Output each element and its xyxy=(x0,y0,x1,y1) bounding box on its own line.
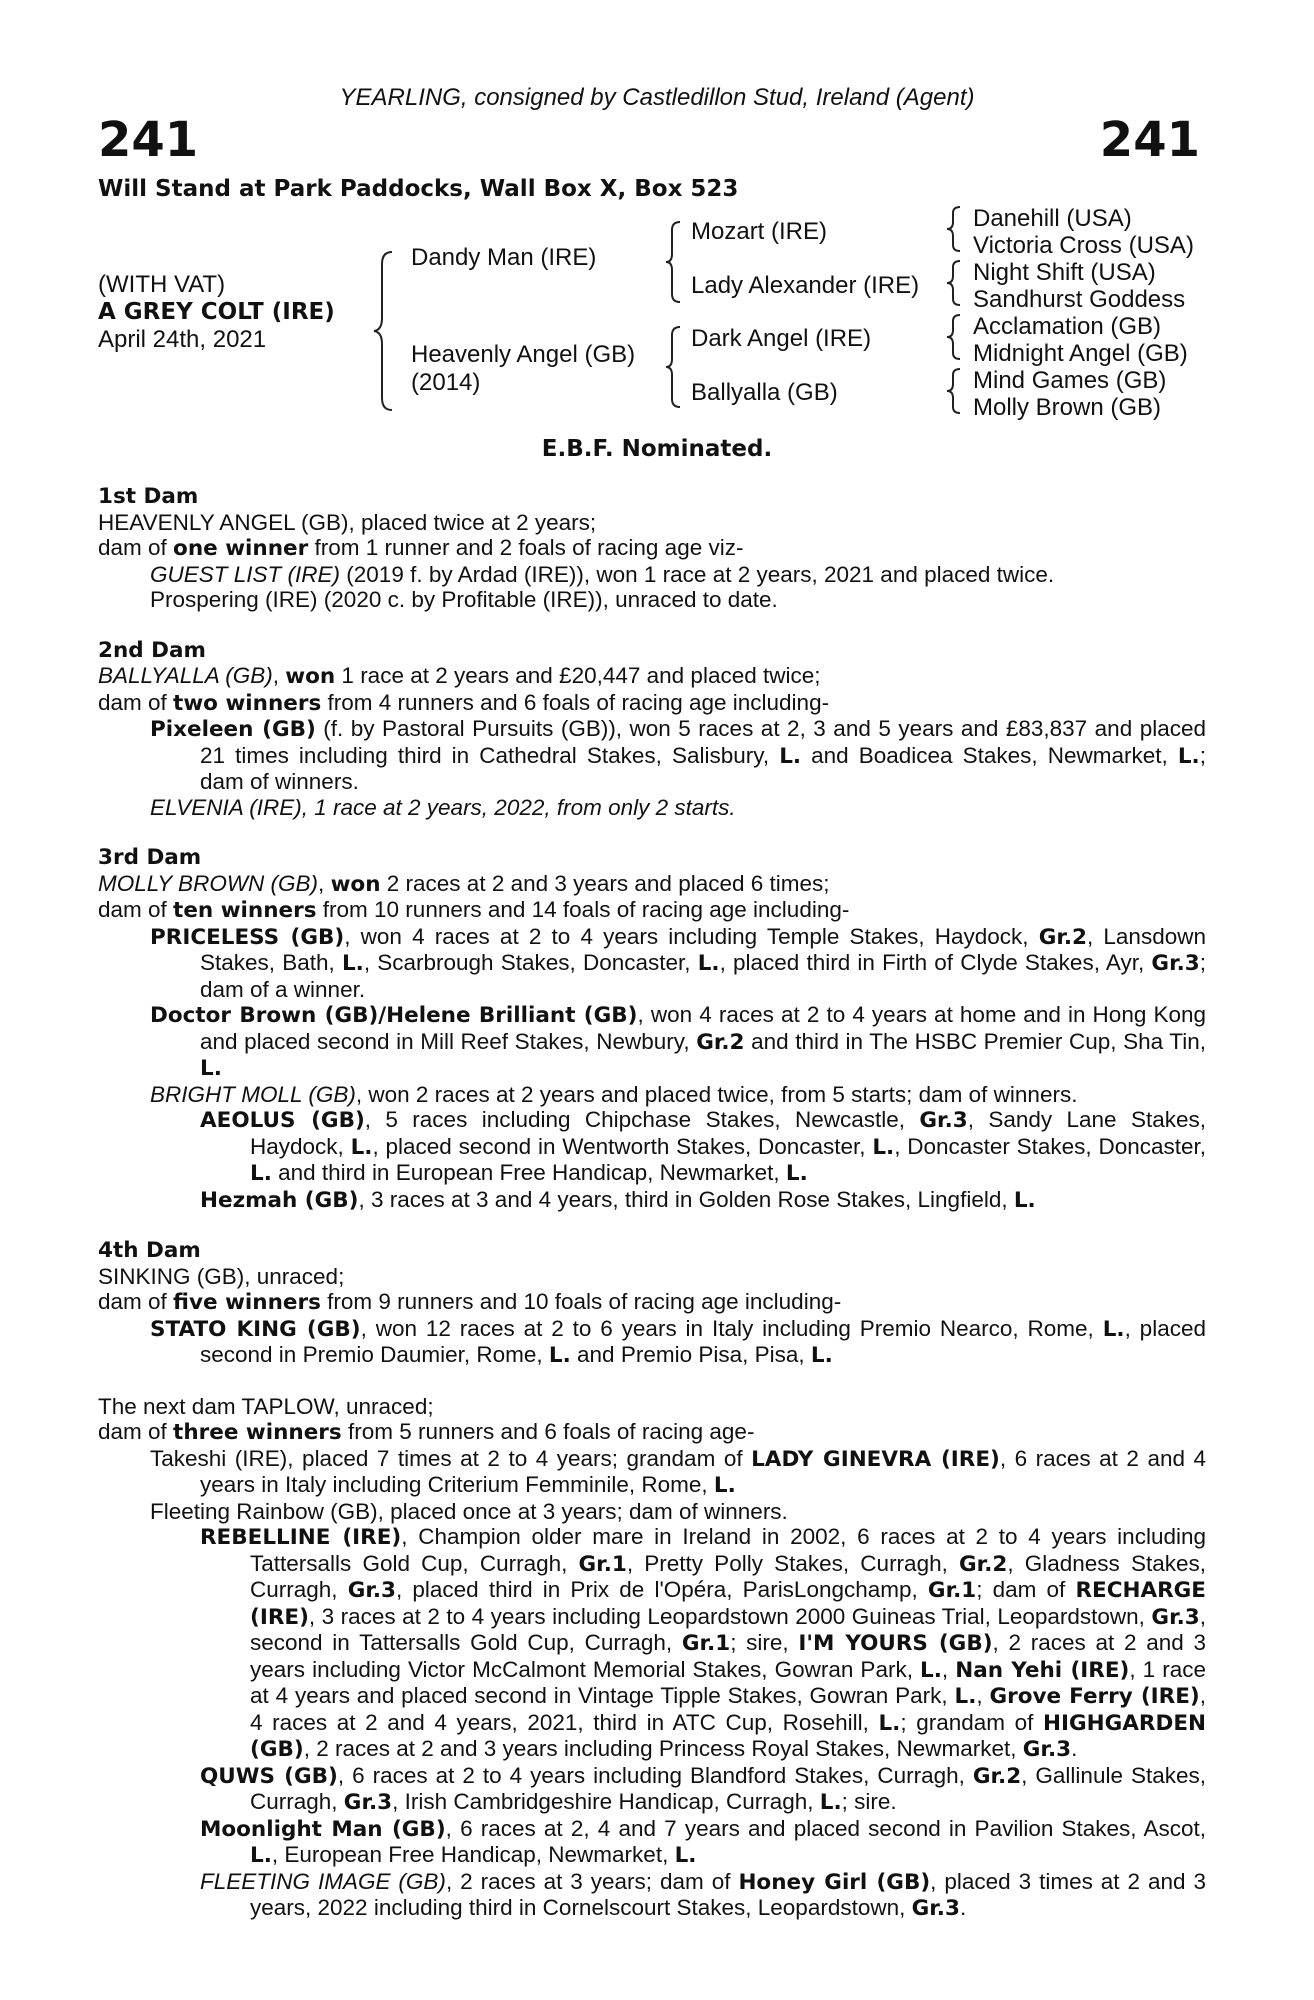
pedigree-entry xyxy=(98,1419,1206,1446)
text-run: , Irish Cambridgeshire Handicap, Curragh, xyxy=(392,1789,820,1814)
bold-text: I'M YOURS (GB) xyxy=(798,1631,993,1656)
text-run: The next dam TAPLOW, unraced; xyxy=(98,1393,434,1419)
text-run: , placed second in Premio Daumier, Rome, xyxy=(200,1315,1206,1367)
bold-text: Gr.3 xyxy=(1151,1604,1200,1630)
bold-text: Doctor Brown (GB)/Helene Brilliant (GB) xyxy=(150,1003,638,1028)
text-run: , 4 races at 2 and 4 years, 2021, third in ATC Cup, Rosehill, xyxy=(250,1683,1206,1735)
text-run: from 4 runners and 6 foals of racing age including- xyxy=(321,689,830,715)
pedigree-entry xyxy=(98,1816,1206,1869)
bold-text: L. xyxy=(872,1134,895,1160)
text-run: 1 race at 2 years and £20,447 and placed twice; xyxy=(335,663,821,688)
bold-text: QUWS (GB) xyxy=(200,1763,338,1789)
bold-text: one winner xyxy=(173,536,309,561)
text-run: , Pretty Polly Stakes, Curragh, xyxy=(626,1550,960,1576)
bold-text: REBELLINE (IRE) xyxy=(200,1525,402,1550)
text-run: ; dam of a winner. xyxy=(200,950,1206,1002)
text-run: from 9 runners and 10 foals of racing age including- xyxy=(320,1289,842,1314)
bold-text: L. xyxy=(779,743,802,769)
pedigree-entry xyxy=(98,871,1206,898)
dam-dam: Ballyalla (GB) xyxy=(691,379,838,406)
bold-text: Gr.2 xyxy=(972,1763,1022,1789)
bold-text: Gr.3 xyxy=(919,1108,968,1133)
text-run: ; sire, xyxy=(730,1630,799,1655)
dam: Heavenly Angel (GB) xyxy=(411,341,636,368)
text-run: , Doncaster Stakes, Doncaster, xyxy=(894,1133,1206,1159)
text-run: dam of xyxy=(98,535,174,560)
text-run: , Scarbrough Stakes, Doncaster, xyxy=(363,950,698,975)
text-run: , Lansdown Stakes, Bath, xyxy=(200,923,1206,975)
dam-sire: Dark Angel (IRE) xyxy=(691,325,872,352)
bold-text: Gr.2 xyxy=(959,1551,1008,1577)
bold-text: Gr.1 xyxy=(578,1551,627,1577)
text-run: ; dam of xyxy=(976,1577,1076,1602)
section-title: 2nd Dam xyxy=(98,637,206,663)
text-run: ; grandam of xyxy=(900,1709,1043,1735)
text-run: , won 2 races at 2 years and placed twice, from 5 starts; dam of winners. xyxy=(355,1081,1078,1107)
bold-text: L. xyxy=(250,1161,272,1186)
text-run: dam of xyxy=(98,689,174,715)
bold-text: Gr.2 xyxy=(696,1029,745,1055)
pedigree-entry xyxy=(98,1289,1206,1316)
pedigree-entry xyxy=(98,663,1206,690)
gen3-5: Acclamation (GB) xyxy=(973,313,1162,340)
text-run: , 2 races at 2 and 3 years including Princess Royal Stakes, Newmarket, xyxy=(303,1736,1023,1761)
text-run: 2 races at 2 and 3 years and placed 6 times; xyxy=(380,870,830,896)
bold-text: STATO KING (GB) xyxy=(150,1316,361,1342)
italic-text: ELVENIA (IRE) xyxy=(150,794,302,820)
bold-text: Gr.3 xyxy=(1151,951,1200,976)
text-run: , xyxy=(941,1656,956,1682)
text-run: , 6 races at 2, 4 and 7 years and placed second in Pavilion Stakes, Ascot, xyxy=(445,1815,1206,1841)
section-title: 4th Dam xyxy=(98,1238,201,1263)
bold-text: PRICELESS (GB) xyxy=(150,924,345,950)
dam-section xyxy=(98,638,1206,821)
text-run: from 1 runner and 2 foals of racing age viz- xyxy=(308,535,744,560)
text-run: , won 4 races at 2 to 4 years at home and in Hong Kong and placed second in Mill Reef Stakes, Newbury, xyxy=(200,1002,1206,1054)
pedigree-entry xyxy=(98,1264,1206,1290)
dam-section xyxy=(98,845,1206,1213)
italic-text: , 1 race at 2 years, 2022, from only 2 starts. xyxy=(301,794,736,820)
text-run: dam of xyxy=(98,897,174,922)
bold-text: L. xyxy=(713,1473,736,1498)
lot-number-right: 241 xyxy=(1099,112,1200,168)
dam-section xyxy=(98,1394,1206,1922)
section-title: 3rd Dam xyxy=(98,845,202,870)
pedigree-entry xyxy=(98,690,1206,717)
text-run: , 1 race at 4 years and placed second in Vintage Tipple Stakes, Gowran Park, xyxy=(250,1656,1206,1708)
bold-text: Honey Girl (GB) xyxy=(738,1869,931,1895)
bold-text: Gr.3 xyxy=(911,1896,960,1921)
text-run: (f. by Pastoral Pursuits (GB)), won 5 races at 2, 3 and 5 years and £83,837 and placed 21 times including third in Cathedral Stakes, Salisbury, xyxy=(200,716,1206,768)
pedigree-entry xyxy=(98,795,1206,821)
bold-text: Pixeleen (GB) xyxy=(150,717,316,742)
foaling-date: April 24th, 2021 xyxy=(98,326,267,353)
bold-text: L. xyxy=(810,1343,833,1368)
bold-text: L. xyxy=(350,1134,373,1160)
text-run: , xyxy=(318,870,331,896)
text-run: ; sire. xyxy=(841,1789,897,1814)
dam-year: (2014) xyxy=(411,369,481,396)
bold-text: Gr.3 xyxy=(347,1578,396,1603)
text-run: , Gallinule Stakes, Curragh, xyxy=(250,1762,1206,1814)
text-run: dam of xyxy=(98,1289,174,1314)
sire-dam: Lady Alexander (IRE) xyxy=(691,272,920,299)
sire-sire: Mozart (IRE) xyxy=(691,218,828,245)
bold-text: Gr.2 xyxy=(1038,924,1087,950)
pedigree-entry xyxy=(98,535,1206,562)
pedigree-entry xyxy=(98,510,1206,536)
brace-sire xyxy=(664,220,684,304)
italic-text: BRIGHT MOLL (GB) xyxy=(150,1081,356,1107)
brace-gen3 xyxy=(944,205,964,421)
pedigree-entry xyxy=(98,1082,1206,1108)
bold-text: Nan Yehi (IRE) xyxy=(955,1657,1130,1683)
bold-text: L. xyxy=(674,1843,697,1868)
bold-text: L. xyxy=(819,1790,842,1815)
bold-text: L. xyxy=(878,1710,901,1736)
pedigree-entry xyxy=(98,562,1206,588)
text-run: , placed third in Firth of Clyde Stakes, Ayr, xyxy=(719,950,1152,975)
text-run: (2019 f. by Ardad (IRE)), won 1 race at 2 years, 2021 and placed twice. xyxy=(340,561,1055,587)
bold-text: L. xyxy=(697,951,720,976)
bold-text: Gr.3 xyxy=(1022,1737,1072,1762)
text-run: , Champion older mare in Ireland in 2002, 6 races at 2 to 4 years including Tattersalls Gold Cup, Curragh, xyxy=(250,1524,1206,1576)
text-run: from 10 runners and 14 foals of racing age including- xyxy=(316,897,850,922)
bold-text: L. xyxy=(1177,743,1200,769)
bold-text: two winners xyxy=(173,690,322,716)
text-run: , won 4 races at 2 to 4 years including Temple Stakes, Haydock, xyxy=(344,923,1039,949)
consignor-line: YEARLING, consigned by Castledillon Stud, Ireland (Agent) xyxy=(339,84,975,111)
text-run: , won 12 races at 2 to 6 years in Italy including Premio Nearco, Rome, xyxy=(360,1315,1103,1341)
pedigree-entry xyxy=(98,897,1206,924)
pedigree-entry xyxy=(98,1316,1206,1369)
brace-dam xyxy=(664,325,684,409)
bold-text: AEOLUS (GB) xyxy=(200,1108,365,1133)
text-run: , 3 races at 2 to 4 years including Leopardstown 2000 Guineas Trial, Leopardstown, xyxy=(308,1603,1152,1629)
italic-text: GUEST LIST (IRE) xyxy=(150,561,341,587)
bold-text: L. xyxy=(1013,1187,1036,1213)
text-run: Prospering (IRE) (2020 c. by Profitable (IRE)), unraced to date. xyxy=(150,587,778,612)
bold-text: L. xyxy=(548,1343,571,1368)
text-run: , second in Tattersalls Gold Cup, Curragh, xyxy=(250,1603,1206,1655)
text-run: and Premio Pisa, Pisa, xyxy=(570,1342,811,1367)
gen3-6: Midnight Angel (GB) xyxy=(973,340,1188,367)
bold-text: won xyxy=(285,664,336,689)
pedigree-entry xyxy=(98,1187,1206,1214)
bold-text: Gr.3 xyxy=(343,1790,393,1815)
brace-main xyxy=(372,250,396,412)
pedigree-entry xyxy=(98,1394,1206,1420)
vat-note: (WITH VAT) xyxy=(98,271,226,298)
italic-text: BALLYALLA (GB) xyxy=(98,663,273,688)
ebf-nomination: E.B.F. Nominated. xyxy=(541,436,773,462)
bold-text: Hezmah (GB) xyxy=(200,1187,359,1213)
text-run: SINKING (GB), unraced; xyxy=(98,1263,345,1289)
family-notes xyxy=(98,484,1206,1947)
dam-section xyxy=(98,1238,1206,1369)
text-run: ; dam of winners. xyxy=(200,742,1206,794)
bold-text: L. xyxy=(200,1056,222,1081)
text-run: Takeshi (IRE), placed 7 times at 2 to 4 years; grandam of xyxy=(150,1445,752,1471)
lot-name: A GREY COLT (IRE) xyxy=(98,299,335,325)
dam-section xyxy=(98,484,1206,613)
bold-text: won xyxy=(330,871,381,897)
text-run: , placed second in Wentworth Stakes, Doncaster, xyxy=(372,1133,873,1159)
bold-text: three winners xyxy=(173,1420,342,1445)
text-run: , 3 races at 3 and 4 years, third in Golden Rose Stakes, Lingfield, xyxy=(358,1186,1014,1212)
bold-text: L. xyxy=(341,951,364,976)
text-run: . xyxy=(959,1895,967,1920)
sire: Dandy Man (IRE) xyxy=(411,244,597,271)
text-run: , Gladness Stakes, Curragh, xyxy=(250,1550,1206,1602)
gen3-7: Mind Games (GB) xyxy=(973,367,1167,394)
pedigree-entry xyxy=(98,1446,1206,1499)
pedigree-entry xyxy=(98,1869,1206,1922)
bold-text: Moonlight Man (GB) xyxy=(200,1816,446,1842)
text-run: , 2 races at 3 years; dam of xyxy=(445,1868,739,1894)
italic-text: MOLLY BROWN (GB) xyxy=(98,870,319,896)
text-run: , 2 races at 2 and 3 years including Victor McCalmont Memorial Stakes, Gowran Park, xyxy=(250,1630,1206,1682)
bold-text: L. xyxy=(250,1843,272,1868)
gen3-2: Victoria Cross (USA) xyxy=(973,232,1194,259)
text-run: Fleeting Rainbow (GB), placed once at 3 years; dam of winners. xyxy=(150,1498,788,1524)
text-run: , placed 3 times at 2 and 3 years, 2022 including third in Cornelscourt Stakes, Leopardstown, xyxy=(250,1868,1206,1920)
pedigree-entry xyxy=(98,587,1206,613)
text-run: , 5 races including Chipchase Stakes, Newcastle, xyxy=(364,1107,920,1132)
text-run: dam of xyxy=(98,1419,174,1444)
bold-text: Gr.1 xyxy=(681,1631,731,1656)
pedigree-entry xyxy=(98,1002,1206,1082)
pedigree-entry xyxy=(98,924,1206,1003)
bold-text: L. xyxy=(920,1657,942,1683)
pedigree-entry xyxy=(98,1763,1206,1816)
text-run: , European Free Handicap, Newmarket, xyxy=(271,1842,675,1867)
gen3-1: Danehill (USA) xyxy=(973,205,1132,232)
text-run: from 5 runners and 6 foals of racing age- xyxy=(341,1419,755,1444)
bold-text: HIGHGARDEN (GB) xyxy=(250,1710,1207,1762)
bold-text: Gr.1 xyxy=(927,1578,977,1603)
pedigree-entry xyxy=(98,1107,1206,1187)
text-run: , placed third in Prix de l'Opéra, ParisLongchamp, xyxy=(396,1577,928,1602)
bold-text: RECHARGE (IRE) xyxy=(250,1578,1206,1630)
gen3-8: Molly Brown (GB) xyxy=(973,394,1162,421)
bold-text: ten winners xyxy=(173,898,317,923)
text-run: and third in The HSBC Premier Cup, Sha Tin, xyxy=(744,1028,1206,1054)
text-run: and Boadicea Stakes, Newmarket, xyxy=(801,742,1178,768)
bold-text: L. xyxy=(785,1161,808,1186)
bold-text: L. xyxy=(954,1684,977,1709)
bold-text: five winners xyxy=(173,1290,321,1315)
pedigree-entry xyxy=(98,716,1206,795)
italic-text: FLEETING IMAGE (GB) xyxy=(200,1868,446,1894)
text-run: , xyxy=(272,663,286,688)
text-run: , xyxy=(976,1683,990,1708)
section-title: 1st Dam xyxy=(98,484,199,509)
text-run: , 6 races at 2 and 4 years in Italy including Criterium Femminile, Rome, xyxy=(200,1445,1207,1497)
bold-text: L. xyxy=(1102,1316,1125,1342)
stand-location: Will Stand at Park Paddocks, Wall Box X, Box 523 xyxy=(98,176,739,202)
text-run: , 6 races at 2 to 4 years including Blandford Stakes, Curragh, xyxy=(337,1762,973,1788)
pedigree-entry xyxy=(98,1499,1206,1525)
pedigree-entry xyxy=(98,1524,1206,1763)
text-run: and third in European Free Handicap, Newmarket, xyxy=(271,1160,786,1185)
text-run: . xyxy=(1071,1736,1078,1761)
text-run: HEAVENLY ANGEL (GB), placed twice at 2 years; xyxy=(98,509,597,535)
bold-text: LADY GINEVRA (IRE) xyxy=(751,1446,1000,1472)
gen3-4: Sandhurst Goddess xyxy=(973,286,1186,313)
gen3-3: Night Shift (USA) xyxy=(973,259,1156,286)
lot-number-left: 241 xyxy=(98,112,199,168)
bold-text: Grove Ferry (IRE) xyxy=(989,1684,1200,1709)
text-run: , Sandy Lane Stakes, Haydock, xyxy=(250,1107,1206,1159)
